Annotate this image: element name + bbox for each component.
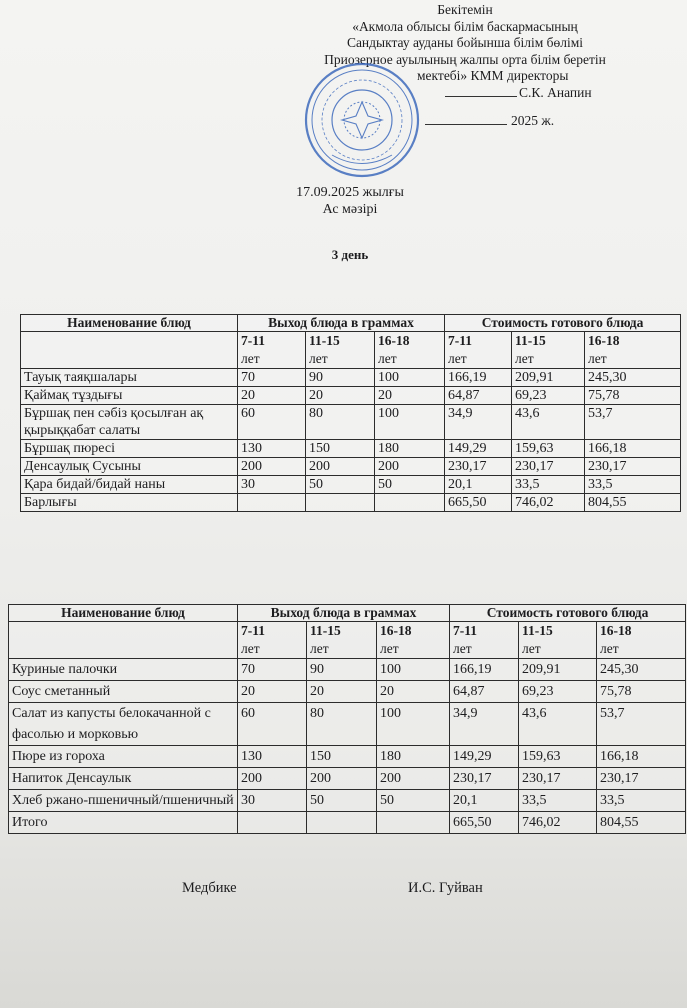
official-seal-stamp [302, 60, 422, 180]
header-age: 7-11 лет [445, 332, 512, 369]
table-cell: 230,17 [450, 768, 519, 790]
table-cell: 746,02 [519, 812, 597, 834]
header-age: 11-15 лет [519, 622, 597, 659]
table-cell: 64,87 [450, 681, 519, 703]
header-age: 11-15 лет [512, 332, 585, 369]
table-cell: 33,5 [597, 790, 686, 812]
table-row [21, 369, 681, 387]
table-cell: 200 [238, 768, 307, 790]
table-cell: 70 [238, 659, 307, 681]
table-cell: 200 [375, 458, 445, 476]
table-cell: 50 [307, 790, 377, 812]
table-cell: Салат из капусты белокачанной с фасолью и морковью [9, 703, 238, 746]
table-cell: 34,9 [450, 703, 519, 746]
table-cell: 804,55 [597, 812, 686, 834]
table-cell: 53,7 [585, 405, 681, 440]
table-cell: 166,18 [597, 746, 686, 768]
table-cell: Тауық таяқшалары [21, 369, 238, 387]
table-cell: 30 [238, 790, 307, 812]
table-cell: 33,5 [512, 476, 585, 494]
table-cell: 50 [377, 790, 450, 812]
table-cell: 200 [306, 458, 375, 476]
table-cell: 20 [306, 387, 375, 405]
table-cell: 34,9 [445, 405, 512, 440]
approval-year: 2025 ж. [511, 113, 555, 128]
table-cell: 166,19 [450, 659, 519, 681]
header-age: 11-15 лет [307, 622, 377, 659]
table-cell: 230,17 [597, 768, 686, 790]
table-cell: 53,7 [597, 703, 686, 746]
table-cell: 50 [375, 476, 445, 494]
table-cell: 90 [306, 369, 375, 387]
header-output-grams: Выход блюда в граммах [238, 605, 450, 622]
table-cell: 20,1 [450, 790, 519, 812]
table-cell: 230,17 [585, 458, 681, 476]
table-cell: 209,91 [512, 369, 585, 387]
table-cell: 200 [307, 768, 377, 790]
approval-org-line: Приозерное ауылының жалпы орта білім беретін [324, 51, 606, 67]
table-row [9, 659, 686, 681]
table-cell: 100 [377, 703, 450, 746]
table-row [21, 387, 681, 405]
table-cell: 100 [375, 369, 445, 387]
table-cell: 159,63 [519, 746, 597, 768]
table-cell: 80 [306, 405, 375, 440]
table-cell: 804,55 [585, 494, 681, 512]
header-blank [9, 622, 238, 659]
table-cell: 20 [375, 387, 445, 405]
table-cell: Барлығы [21, 494, 238, 512]
table-cell: Пюре из гороха [9, 746, 238, 768]
table-cell: Қара бидай/бидай наны [21, 476, 238, 494]
table-row [9, 790, 686, 812]
header-output-grams: Выход блюда в граммах [238, 315, 445, 332]
table-row [21, 440, 681, 458]
table-cell: 245,30 [585, 369, 681, 387]
approval-org-line: «Акмола облысы білім баскармасының [352, 18, 578, 34]
table-cell: 665,50 [450, 812, 519, 834]
table-cell: Денсаулық Сусыны [21, 458, 238, 476]
menu-meta [260, 184, 440, 218]
table-cell: 80 [307, 703, 377, 746]
header-age: 16-18 лет [585, 332, 681, 369]
table-cell: 150 [306, 440, 375, 458]
header-age: 7-11 лет [238, 332, 306, 369]
table-cell: 665,50 [445, 494, 512, 512]
table-cell: Напиток Денсаулык [9, 768, 238, 790]
header-age: 16-18 лет [375, 332, 445, 369]
table-cell: 33,5 [519, 790, 597, 812]
table-cell: 150 [307, 746, 377, 768]
header-age: 16-18 лет [597, 622, 686, 659]
menu-day: 3 день [331, 247, 369, 262]
table-cell: 166,18 [585, 440, 681, 458]
table-cell: 60 [238, 703, 307, 746]
table-cell: 75,78 [597, 681, 686, 703]
table-row [9, 681, 686, 703]
table-cell: 43,6 [519, 703, 597, 746]
approval-org-line: мектебі» КММ директоры [417, 68, 569, 83]
menu-date: 17.09.2025 жылғы [296, 185, 404, 200]
table-cell: 200 [238, 458, 306, 476]
table-cell: 33,5 [585, 476, 681, 494]
table-cell: 230,17 [519, 768, 597, 790]
table-row [21, 405, 681, 440]
total-row [21, 494, 681, 512]
header-age: 7-11 лет [450, 622, 519, 659]
table-cell: 166,19 [445, 369, 512, 387]
header-age: 7-11 лет [238, 622, 307, 659]
table-cell: 30 [238, 476, 306, 494]
table-cell: 149,29 [450, 746, 519, 768]
table-cell: 20 [377, 681, 450, 703]
header-dish-name: Наименование блюд [21, 315, 238, 332]
table-cell: 64,87 [445, 387, 512, 405]
table-cell: Куриные палочки [9, 659, 238, 681]
table-cell: 70 [238, 369, 306, 387]
header-age: 16-18 лет [377, 622, 450, 659]
table-cell: Бұршақ пен сәбіз қосылған ақ қырыққабат салаты [21, 405, 238, 440]
table-cell: 20 [307, 681, 377, 703]
table-cell: 69,23 [519, 681, 597, 703]
footer-signatory: И.С. Гуйван [408, 880, 483, 896]
table-cell: 130 [238, 440, 306, 458]
approval-title: Бекітемін [437, 2, 493, 17]
table-cell: 130 [238, 746, 307, 768]
table-row [21, 458, 681, 476]
table-cell: 100 [375, 405, 445, 440]
table-cell: 245,30 [597, 659, 686, 681]
table-cell: Қаймақ тұздығы [21, 387, 238, 405]
table-cell: 75,78 [585, 387, 681, 405]
table-cell: 100 [377, 659, 450, 681]
table-row [9, 746, 686, 768]
header-dish-name: Наименование блюд [9, 605, 238, 622]
table-cell: Бұршақ пюресі [21, 440, 238, 458]
table-row [21, 476, 681, 494]
table-cell: 20 [238, 681, 307, 703]
menu-title: Ас мәзірі [322, 202, 378, 217]
menu-table-russian [8, 604, 686, 834]
table-cell: 159,63 [512, 440, 585, 458]
table-cell: 149,29 [445, 440, 512, 458]
table-cell: 230,17 [445, 458, 512, 476]
table-cell: 50 [306, 476, 375, 494]
table-cell: 746,02 [512, 494, 585, 512]
menu-table-kazakh [20, 314, 681, 512]
table-cell: 209,91 [519, 659, 597, 681]
total-row [9, 812, 686, 834]
table-cell: 200 [377, 768, 450, 790]
table-row [9, 703, 686, 746]
table-row [9, 768, 686, 790]
header-cost: Стоимость готового блюда [445, 315, 681, 332]
header-cost: Стоимость готового блюда [450, 605, 686, 622]
header-blank [21, 332, 238, 369]
table-cell: 230,17 [512, 458, 585, 476]
table-cell: 90 [307, 659, 377, 681]
approval-signatory: С.К. Анапин [519, 84, 592, 100]
table-cell: Итого [9, 812, 238, 834]
table-cell: 180 [375, 440, 445, 458]
table-cell: 60 [238, 405, 306, 440]
approval-org-line: Сандыктау ауданы бойынша білім бөлімі [346, 35, 584, 50]
table-cell: Хлеб ржано-пшеничный/пшеничный [9, 790, 238, 812]
table-cell: Соус сметанный [9, 681, 238, 703]
table-cell: 20,1 [445, 476, 512, 494]
table-cell: 20 [238, 387, 306, 405]
header-age: 11-15 лет [306, 332, 375, 369]
table-cell: 180 [377, 746, 450, 768]
table-cell: 43,6 [512, 405, 585, 440]
footer-role: Медбике [182, 880, 237, 896]
table-cell: 69,23 [512, 387, 585, 405]
